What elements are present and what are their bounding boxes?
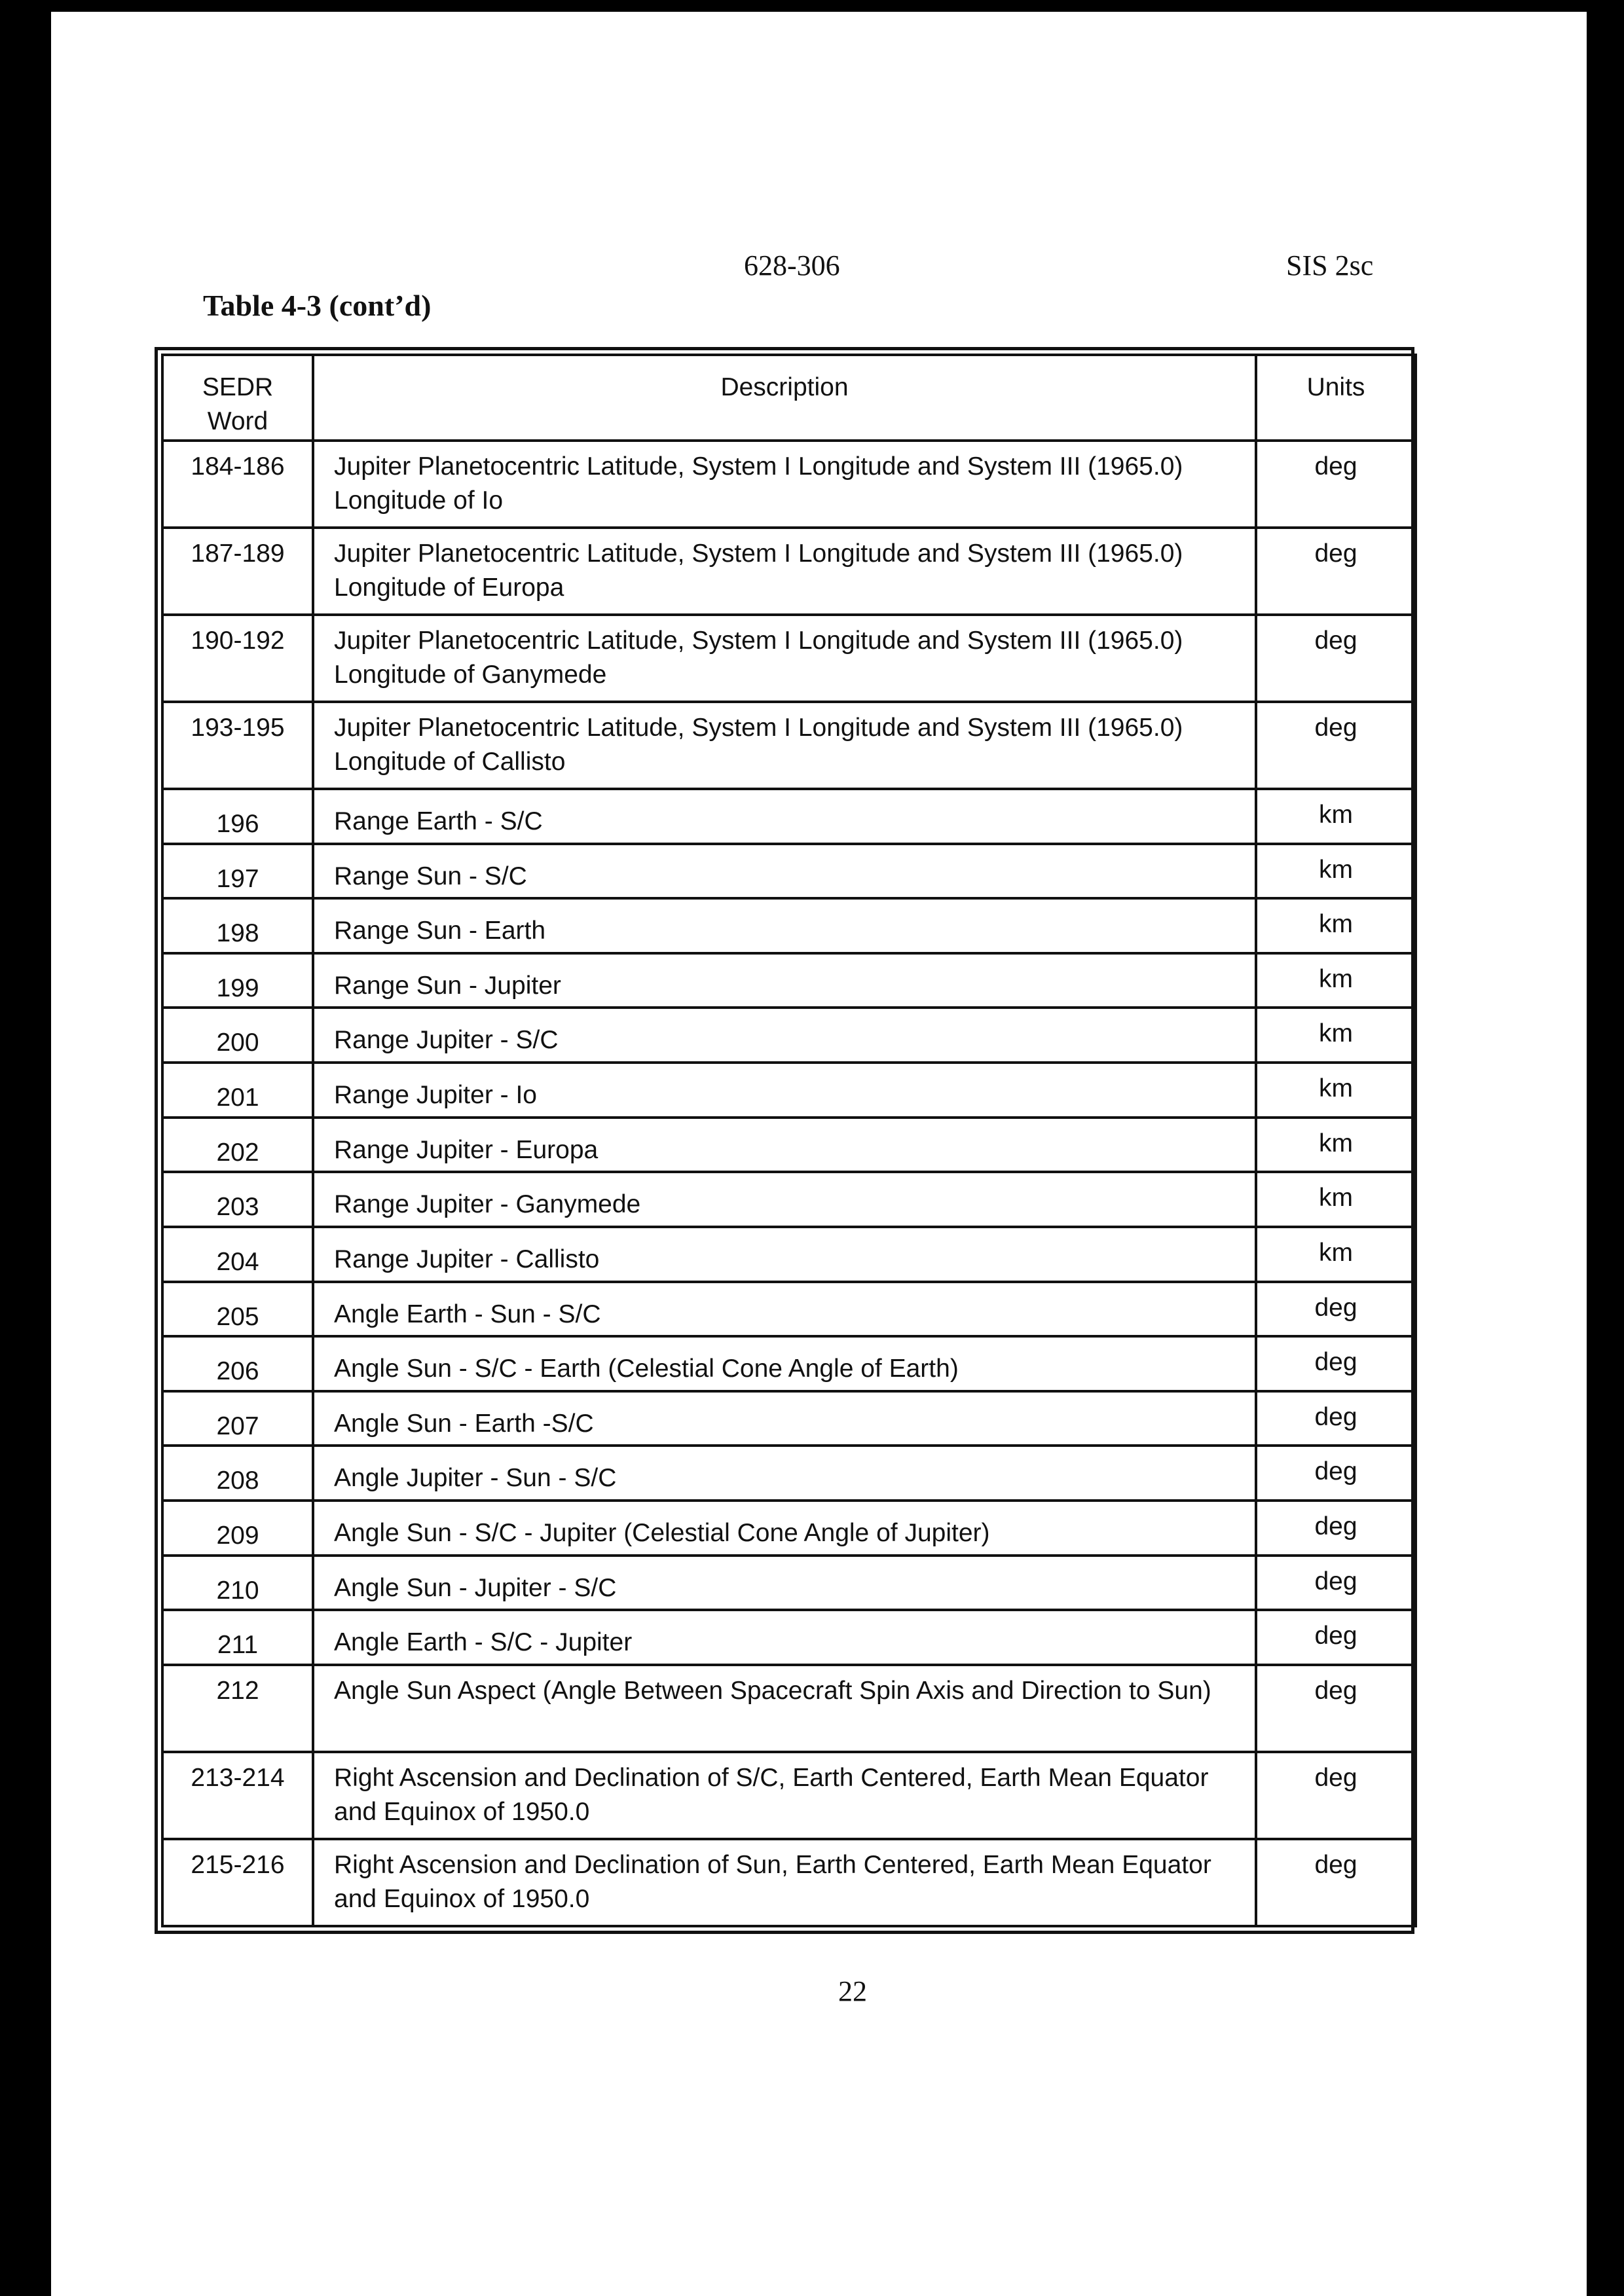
cell-units: deg [1256, 528, 1416, 615]
cell-sedr-word: 210 [162, 1556, 313, 1611]
cell-description: Range Jupiter - Europa [313, 1118, 1256, 1173]
cell-units: deg [1256, 1665, 1416, 1752]
cell-sedr-word: 211 [162, 1610, 313, 1665]
cell-units: deg [1256, 1446, 1416, 1501]
cell-units: deg [1256, 1391, 1416, 1446]
cell-sedr-word: 193-195 [162, 702, 313, 789]
cell-units: deg [1256, 1610, 1416, 1665]
table-row [162, 441, 1416, 528]
table-row [162, 1556, 1416, 1611]
cell-sedr-word: 206 [162, 1336, 313, 1391]
cell-description: Right Ascension and Declination of Sun, Earth Centered, Earth Mean Equator and Equinox of 1950.0 [313, 1839, 1256, 1926]
cell-units: deg [1256, 615, 1416, 702]
table-body [162, 441, 1416, 1926]
cell-description: Angle Earth - S/C - Jupiter [313, 1610, 1256, 1665]
cell-description: Angle Sun - Jupiter - S/C [313, 1556, 1256, 1611]
cell-units: km [1256, 1063, 1416, 1118]
column-header-units: Units [1256, 355, 1416, 441]
cell-sedr-word: 190-192 [162, 615, 313, 702]
cell-units: deg [1256, 1839, 1416, 1926]
cell-description: Range Sun - S/C [313, 844, 1256, 899]
column-header-sedr-word-line1: SEDR [202, 373, 274, 401]
cell-sedr-word: 209 [162, 1501, 313, 1556]
table-title: Table 4-3 (cont’d) [203, 289, 432, 322]
cell-units: deg [1256, 1282, 1416, 1337]
cell-units: km [1256, 953, 1416, 1008]
document-code: SIS 2sc [1286, 249, 1374, 282]
cell-sedr-word: 202 [162, 1118, 313, 1173]
cell-description: Angle Earth - Sun - S/C [313, 1282, 1256, 1337]
table-row [162, 1610, 1416, 1665]
table-row [162, 1118, 1416, 1173]
column-header-sedr-word-line2: Word [207, 407, 268, 435]
cell-sedr-word: 207 [162, 1391, 313, 1446]
table-row [162, 1172, 1416, 1227]
cell-description: Jupiter Planetocentric Latitude, System I Longitude and System III (1965.0) Longitude of Callisto [313, 702, 1256, 789]
cell-sedr-word: 187-189 [162, 528, 313, 615]
cell-description: Angle Sun Aspect (Angle Between Spacecraft Spin Axis and Direction to Sun) [313, 1665, 1256, 1752]
table-row [162, 1063, 1416, 1118]
table-row [162, 1336, 1416, 1391]
cell-description: Range Jupiter - Callisto [313, 1227, 1256, 1282]
cell-sedr-word: 208 [162, 1446, 313, 1501]
table-row [162, 1665, 1416, 1752]
table-row [162, 1008, 1416, 1063]
table-row [162, 1446, 1416, 1501]
cell-sedr-word: 184-186 [162, 441, 313, 528]
table-row [162, 789, 1416, 844]
cell-description: Angle Jupiter - Sun - S/C [313, 1446, 1256, 1501]
cell-sedr-word: 198 [162, 898, 313, 953]
cell-description: Range Jupiter - Io [313, 1063, 1256, 1118]
cell-description: Angle Sun - S/C - Earth (Celestial Cone Angle of Earth) [313, 1336, 1256, 1391]
cell-units: deg [1256, 1336, 1416, 1391]
table-row [162, 953, 1416, 1008]
cell-description: Right Ascension and Declination of S/C, Earth Centered, Earth Mean Equator and Equinox of 1950.0 [313, 1752, 1256, 1839]
cell-sedr-word: 200 [162, 1008, 313, 1063]
cell-description: Jupiter Planetocentric Latitude, System I Longitude and System III (1965.0) Longitude of Io [313, 441, 1256, 528]
table-row [162, 615, 1416, 702]
cell-sedr-word: 212 [162, 1665, 313, 1752]
cell-units: km [1256, 898, 1416, 953]
cell-units: km [1256, 844, 1416, 899]
cell-units: km [1256, 1227, 1416, 1282]
sedr-table-frame [155, 347, 1414, 1934]
cell-description: Jupiter Planetocentric Latitude, System I Longitude and System III (1965.0) Longitude of Europa [313, 528, 1256, 615]
cell-description: Range Jupiter - Ganymede [313, 1172, 1256, 1227]
cell-description: Range Sun - Earth [313, 898, 1256, 953]
cell-units: km [1256, 1118, 1416, 1173]
cell-description: Angle Sun - Earth -S/C [313, 1391, 1256, 1446]
table-row [162, 898, 1416, 953]
cell-sedr-word: 215-216 [162, 1839, 313, 1926]
cell-sedr-word: 213-214 [162, 1752, 313, 1839]
column-header-description: Description [313, 355, 1256, 441]
cell-units: deg [1256, 441, 1416, 528]
cell-sedr-word: 201 [162, 1063, 313, 1118]
cell-description: Range Earth - S/C [313, 789, 1256, 844]
cell-sedr-word: 203 [162, 1172, 313, 1227]
cell-description: Range Jupiter - S/C [313, 1008, 1256, 1063]
cell-units: deg [1256, 702, 1416, 789]
table-row [162, 844, 1416, 899]
cell-description: Jupiter Planetocentric Latitude, System I Longitude and System III (1965.0) Longitude of Ganymede [313, 615, 1256, 702]
cell-units: km [1256, 1172, 1416, 1227]
cell-units: deg [1256, 1752, 1416, 1839]
column-header-sedr-word [162, 355, 313, 441]
cell-units: km [1256, 789, 1416, 844]
cell-sedr-word: 204 [162, 1227, 313, 1282]
table-row [162, 1227, 1416, 1282]
cell-sedr-word: 205 [162, 1282, 313, 1337]
cell-sedr-word: 199 [162, 953, 313, 1008]
cell-units: deg [1256, 1556, 1416, 1611]
cell-description: Angle Sun - S/C - Jupiter (Celestial Cone Angle of Jupiter) [313, 1501, 1256, 1556]
table-row [162, 702, 1416, 789]
table-header-row [162, 355, 1416, 441]
table-row [162, 1501, 1416, 1556]
cell-sedr-word: 197 [162, 844, 313, 899]
table-row [162, 1839, 1416, 1926]
table-row [162, 1282, 1416, 1337]
table-row [162, 1391, 1416, 1446]
document-number: 628-306 [744, 249, 840, 282]
page-number: 22 [838, 1975, 867, 2007]
table-row [162, 1752, 1416, 1839]
sedr-table [161, 354, 1417, 1927]
cell-units: deg [1256, 1501, 1416, 1556]
table-row [162, 528, 1416, 615]
cell-description: Range Sun - Jupiter [313, 953, 1256, 1008]
cell-units: km [1256, 1008, 1416, 1063]
cell-sedr-word: 196 [162, 789, 313, 844]
